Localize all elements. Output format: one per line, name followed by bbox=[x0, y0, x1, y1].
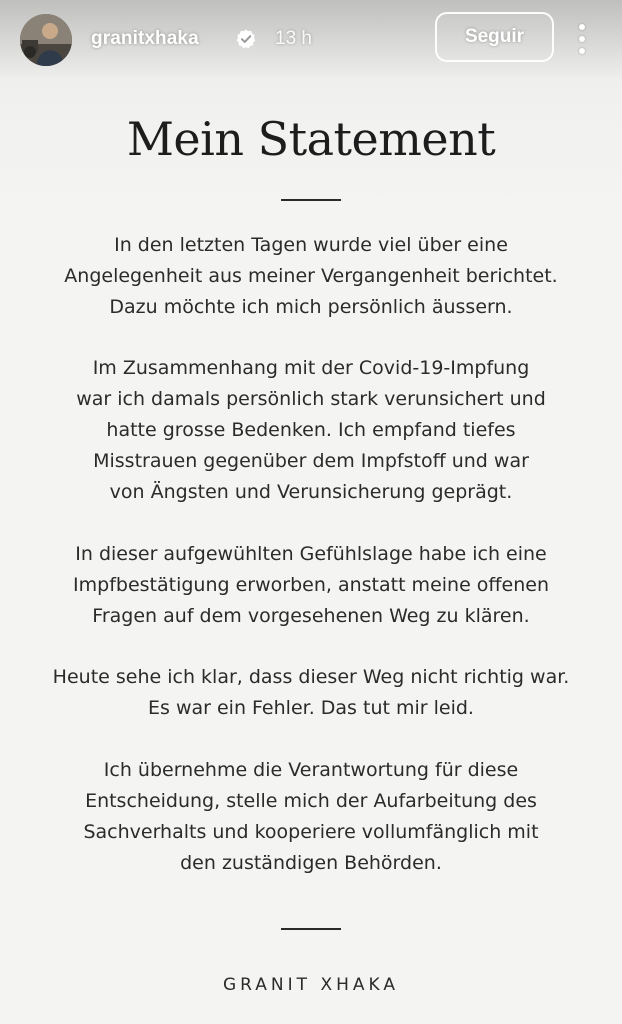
username[interactable]: granitxhaka bbox=[91, 28, 199, 49]
story-header bbox=[0, 0, 622, 80]
signature: GRANIT XHAKA bbox=[223, 975, 399, 995]
more-options-icon[interactable] bbox=[572, 22, 592, 56]
statement-paragraph: In dieser aufgewühlten Gefühlslage habe ich eine Impfbestätigung erworben, anstatt meine offenen Fragen auf dem vorgesehenen Weg zu klären. bbox=[73, 543, 549, 627]
verified-badge-icon bbox=[235, 28, 257, 50]
top-divider bbox=[281, 199, 341, 201]
avatar-image bbox=[20, 14, 72, 66]
statement-paragraph: In den letzten Tagen wurde viel über eine Angelegenheit aus meiner Vergangenheit berichtet. Dazu möchte ich mich persönlich äussern. bbox=[64, 234, 558, 318]
statement-paragraph: Ich übernehme die Verantwortung für diese Entscheidung, stelle mich der Aufarbeitung des Sachverhalts und kooperiere vollumfänglich mit den zuständigen Behörden. bbox=[83, 759, 539, 874]
statement-paragraph: Heute sehe ich klar, dass dieser Weg nicht richtig war. Es war ein Fehler. Das tut mir leid. bbox=[52, 666, 570, 719]
follow-button[interactable]: Seguir bbox=[435, 12, 554, 62]
statement-paragraph: Im Zusammenhang mit der Covid-19-Impfung war ich damals persönlich stark verunsichert und hatte grosse Bedenken. Ich empfand tiefes Misstrauen gegenüber dem Impfstoff und war von Ängsten und Verunsicherung geprägt. bbox=[76, 357, 546, 503]
statement-title: Mein Statement bbox=[126, 112, 496, 166]
bottom-divider bbox=[281, 928, 341, 930]
avatar[interactable] bbox=[20, 14, 72, 66]
post-time: 13 h bbox=[275, 28, 312, 49]
